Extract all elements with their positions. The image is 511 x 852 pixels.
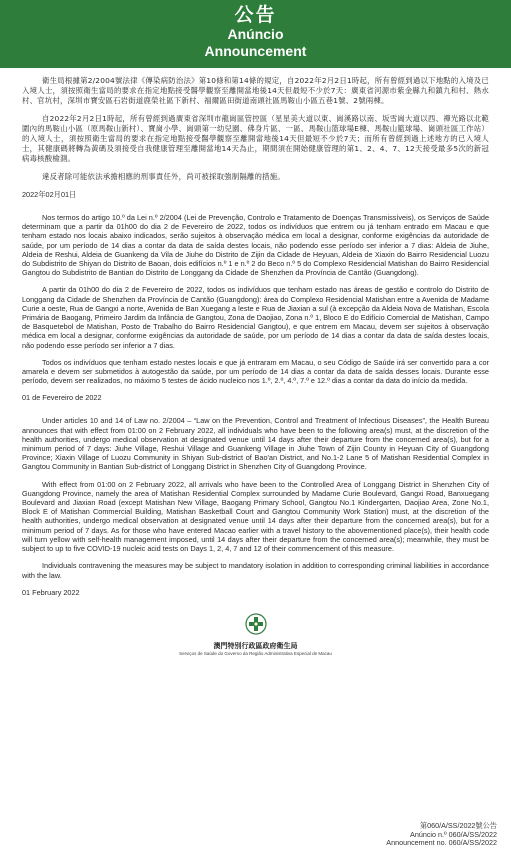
reference-chinese: 第060/A/SS/2022號公告 xyxy=(419,821,497,830)
english-paragraph-2: With effect from 01:00 on 2 February 2022, all arrivals who have been to the Controlled Area of Longgang District in Shenzhen City of Guangdong Province, namely the area of Matishan Residential Complex surrounded by Madame Curie Boulevard, Gangxi Road, Banxuegang Boulevard and Jiaxian Road (except Matishan New Village, Baogang Primary School, Gangtou No.1 Kindergarten, Daojiao Area, Zone No.1, Block E of Matishan Commercial Building, Matishan Basketball Court and Gangtou Community Work Station) must, at the discretion of the health authorities, undergo medical observation at designated venue until 14 days after their departure from the concerned area(s), but for a minimum period of 7 days. As for those who have entered Macao earlier with a travel history to the abovementioned place(s), their health code will turn yellow with self-health management imposed, until 14 days after their departure from the concerned area(s); meanwhile, they must be subject to up to five COVID-19 nucleic acid tests on Days 1, 2, 4, 7 and 12 of their commencement of this measure. xyxy=(22,479,489,554)
english-date: 01 February 2022 xyxy=(22,587,80,597)
english-paragraph-1: Under articles 10 and 14 of Law no. 2/2004 – “Law on the Prevention, Control and Treatment of Infectious Diseases”, the Health Bureau announces that with effect from 01:00 on 2 February 2022, all individuals who have been to the following area(s) must, at the discretion of the health authorities, undergo medical observation at designated venue until 14 days after their departure from the concerned area(s), but for a minimum period of 7 days: Jiuhe Village, Reshui Village and Guankeng Village in Jiuhe Town of Zijin County in Heyuan City of Guangdong Province; Xiaxin Village of Luozu Community in Shiyan Sub-district of Bao'an District, and No.1-2 Lane 5 of Matishan Residential Complex in Gangtou Community in Bantian Sub-district of Longgang District in Shenzhen City of Guangdong Province. xyxy=(22,416,489,472)
header-banner xyxy=(0,0,511,68)
portuguese-paragraph-3: Todos os indivíduos que tenham estado nestes locais e que já entraram em Macau, o seu Código de Saúde irá ser convertido para a cor amarela e devem ser submetidos à autogestão da saúde, por um período de 14 dias a contar da data de saída desses locais. Durante esse período, devem ser realizados, no máximo 5 testes de ácido nucleico nos 1.º, 2.º, 4.º, 7.º e 12.º dias a contar da data do início da medida. xyxy=(22,357,489,386)
english-paragraph-3: Individuals contravening the measures may be subject to mandatory isolation in addition to corresponding criminal liabilities in accordance with the law. xyxy=(22,561,489,580)
organization-name-chinese: 澳門特別行政區政府衛生局 xyxy=(213,641,298,650)
footer-logo xyxy=(22,613,489,657)
title-english: Announcement xyxy=(204,43,307,59)
portuguese-date: 01 de Fevereiro de 2022 xyxy=(22,393,102,403)
portuguese-paragraph-1: Nos termos do artigo 10.º da Lei n.º 2/2004 (Lei de Prevenção, Controlo e Tratamento de Doenças Transmissíveis), os Serviços de Saúde determinam que a partir da 01h00 do dia 2 de Fevereiro de 2022, todos os indivíduos que entrem ou já tenham entrado em Macau e que tenham estado nos locais abaixo indicados, serão sujeitos à observação médica em local a designar, conforme exigências da autoridade de saúde, por um período de 14 dias a contar da data de saída destes locais, não podendo esse período ser inferior a 7 dias: Aldeia de Jiuhe, Aldeia de Reshui, Aldeia de Guankeng da Vila de Jiuhe do Distrito de Zijin da Cidade de Heyuan, Aldeia de Xiaxin do Bairro Residencial Luozu do Subdistrito de Shiyan do Distrito de Baoan, dois edifícios n.º 1 e n.º 2 do Beco n.º 5 do Complexo Residencial Matishan do Bairro Residencial Gangtou do Subdistrito de Bantian do Distrito de Longgang da Cidade de Shenzhen da Província de Cantão (Guangdong). xyxy=(22,213,489,278)
reference-portuguese: Anúncio n.º 060/A/SS/2022 xyxy=(410,829,497,839)
announcement-body xyxy=(0,68,511,657)
chinese-date: 2022年02月01日 xyxy=(22,190,77,199)
title-portuguese: Anúncio xyxy=(227,26,284,42)
title-chinese: 公告 xyxy=(234,4,277,26)
chinese-paragraph-1: 衛生局根據第2/2004號法律《傳染病防治法》第10條和第14條的規定，自2022年2月2日1時起，所有曾經到過以下地點的入境及已入境人士，須按照衛生當局的要求在指定地點接受醫學觀察至離開當地後14天但最短不少於7天：廣東省河源市紫金縣九和鎮九和村、熱水村、官坑村，深圳市寶安區石岩街道鹿榮社區下新村、福爾區田街道南頭社區馬鞍山小區五巷1號、2號兩棟。 xyxy=(22,76,489,105)
portuguese-paragraph-2: A partir da 01h00 do dia 2 de Fevereiro de 2022, todos os indivíduos que tenham estado nas áreas de gestão e controlo do Distrito de Longgang da Cidade de Shenzhen da Província de Cantão (Guangdong): área do Complexo Residencial Matishan entre a Avenida de Madame Curie a oeste, Rua de Gangxi a norte, Avenida de Ban Xuegang a leste e Rua de Jiaxian a sul (à excepção da Aldeia Nova de Matishan, Escola Primária de Baogang, Primeiro Jardim da Infância de Gangtou, Zona de Daojiao, Zona n.º 1, Bloco E do Edifício Comercial de Matishan, Campo de Basquetebol de Matishan, Posto de Trabalho do Bairro Residencial Gangtou), e que entrem em Macau, devem ser sujeitos à observação médica em local a designar, conforme exigências da autoridade de saúde, por um período de 14 dias a contar da data de saída destes locais, não podendo esse período ser inferior a 7 dias. xyxy=(22,285,489,350)
health-bureau-emblem-icon xyxy=(245,613,267,635)
reference-english: Announcement no. 060/A/SS/2022 xyxy=(386,838,497,847)
announcement-reference xyxy=(386,822,497,848)
chinese-paragraph-3: 違反者除可能依法承擔相應的刑事責任外，尚可被採取強制隔離的措施。 xyxy=(42,172,285,181)
chinese-paragraph-2: 自2022年2月2日1時起，所有曾經到過廣東省深圳市龍崗區管控區（星星美大道以東、崗溪路以南、坂雪崗大道以西、禪光路以北範圍內的馬鞍山小區（原馬鞍山新村）、寶崗小學、崗頭第一幼兒園、佛身片區、一區、馬鞍山篮球場E棟、馬鞍山籃球場、崗頭社區工作站）的入境人士，須按照衛生當局的要求在指定地點接受醫學觀察至離開當地後14天但最短不少於7天；而所有曾經到過上述地方的已入境人士，其健康碼將轉為黃碼及須接受自我健康管理至離開當地14天為止，期間須在開始健康管理的第1、2、4、7、12天接受最多5次的新冠病毒核酸檢測。 xyxy=(22,114,490,163)
organization-name-portuguese: Serviços de Saúde do Governo da Região Administrativa Especial de Macau xyxy=(179,650,332,656)
